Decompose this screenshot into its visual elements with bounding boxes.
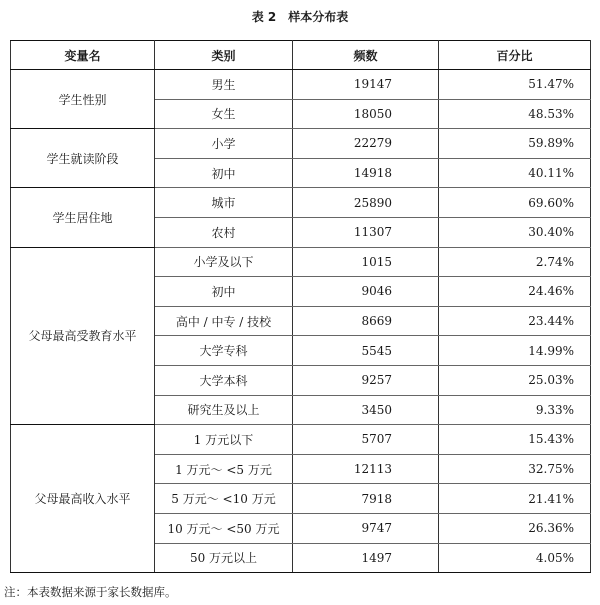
header-variable: 变量名 xyxy=(11,41,155,70)
header-percent: 百分比 xyxy=(439,41,591,70)
frequency-cell: 5545 xyxy=(293,336,439,366)
category-cell: 城市 xyxy=(155,188,293,218)
frequency-cell: 5707 xyxy=(293,425,439,455)
frequency-cell: 1497 xyxy=(293,543,439,573)
frequency-cell: 1015 xyxy=(293,247,439,277)
percent-cell: 2.74% xyxy=(439,247,591,277)
frequency-cell: 11307 xyxy=(293,217,439,247)
frequency-cell: 19147 xyxy=(293,70,439,100)
category-cell: 1 万元～ <5 万元 xyxy=(155,454,293,484)
percent-cell: 40.11% xyxy=(439,158,591,188)
category-cell: 小学及以下 xyxy=(155,247,293,277)
percent-cell: 21.41% xyxy=(439,484,591,514)
table-row xyxy=(11,129,591,159)
table-row xyxy=(11,247,591,277)
variable-name-cell: 父母最高收入水平 xyxy=(11,425,155,573)
table-caption xyxy=(0,8,600,25)
percent-cell: 4.05% xyxy=(439,543,591,573)
category-cell: 初中 xyxy=(155,158,293,188)
table-note: 注：本表数据来源于家长数据库。 xyxy=(4,585,177,599)
category-cell: 初中 xyxy=(155,277,293,307)
percent-cell: 30.40% xyxy=(439,217,591,247)
frequency-cell: 14918 xyxy=(293,158,439,188)
variable-name-cell: 学生居住地 xyxy=(11,188,155,247)
header-frequency: 频数 xyxy=(293,41,439,70)
variable-name-cell: 学生性别 xyxy=(11,70,155,129)
category-cell: 50 万元以上 xyxy=(155,543,293,573)
percent-cell: 51.47% xyxy=(439,70,591,100)
percent-cell: 59.89% xyxy=(439,129,591,159)
category-cell: 大学专科 xyxy=(155,336,293,366)
percent-cell: 48.53% xyxy=(439,99,591,129)
frequency-cell: 8669 xyxy=(293,306,439,336)
frequency-cell: 3450 xyxy=(293,395,439,425)
frequency-cell: 7918 xyxy=(293,484,439,514)
frequency-cell: 25890 xyxy=(293,188,439,218)
category-cell: 女生 xyxy=(155,99,293,129)
variable-name-cell: 父母最高受教育水平 xyxy=(11,247,155,425)
percent-cell: 26.36% xyxy=(439,513,591,543)
category-cell: 农村 xyxy=(155,217,293,247)
category-cell: 小学 xyxy=(155,129,293,159)
header-row xyxy=(11,41,591,70)
frequency-cell: 9747 xyxy=(293,513,439,543)
frequency-cell: 12113 xyxy=(293,454,439,484)
percent-cell: 9.33% xyxy=(439,395,591,425)
percent-cell: 23.44% xyxy=(439,306,591,336)
category-cell: 10 万元～ <50 万元 xyxy=(155,513,293,543)
frequency-cell: 9046 xyxy=(293,277,439,307)
frequency-cell: 18050 xyxy=(293,99,439,129)
percent-cell: 32.75% xyxy=(439,454,591,484)
table-row xyxy=(11,188,591,218)
category-cell: 1 万元以下 xyxy=(155,425,293,455)
variable-name-cell: 学生就读阶段 xyxy=(11,129,155,188)
category-cell: 大学本科 xyxy=(155,365,293,395)
category-cell: 5 万元～ <10 万元 xyxy=(155,484,293,514)
header-category: 类别 xyxy=(155,41,293,70)
sample-distribution-table xyxy=(10,40,591,573)
percent-cell: 14.99% xyxy=(439,336,591,366)
table-row xyxy=(11,425,591,455)
table-row xyxy=(11,70,591,100)
percent-cell: 69.60% xyxy=(439,188,591,218)
category-cell: 高中 / 中专 / 技校 xyxy=(155,306,293,336)
table-number: 表 2 xyxy=(251,10,277,24)
category-cell: 男生 xyxy=(155,70,293,100)
frequency-cell: 9257 xyxy=(293,365,439,395)
percent-cell: 24.46% xyxy=(439,277,591,307)
table-title: 样本分布表 xyxy=(288,10,349,24)
category-cell: 研究生及以上 xyxy=(155,395,293,425)
frequency-cell: 22279 xyxy=(293,129,439,159)
table-body xyxy=(11,70,591,573)
percent-cell: 15.43% xyxy=(439,425,591,455)
percent-cell: 25.03% xyxy=(439,365,591,395)
